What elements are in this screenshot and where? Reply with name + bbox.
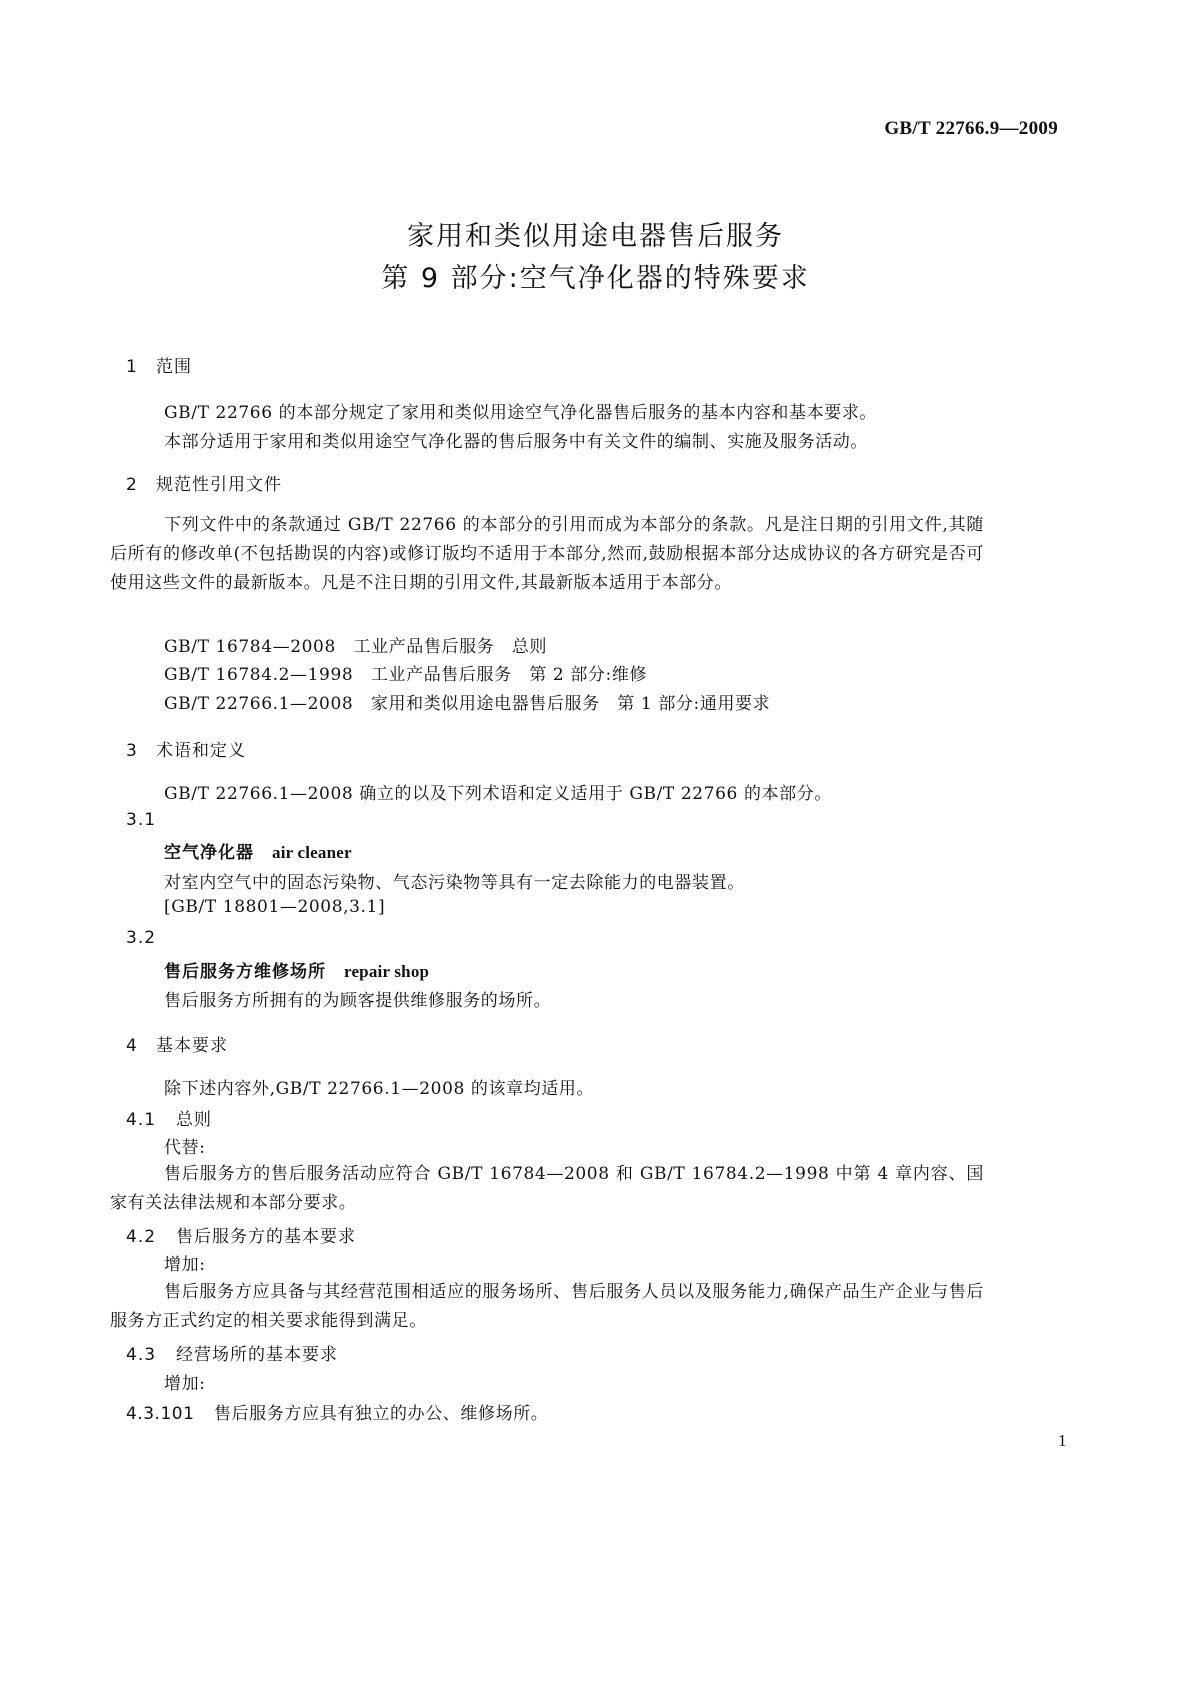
clause-4-3-heading: 4.3 经营场所的基本要求 (126, 1345, 338, 1365)
section-4-paragraph: 除下述内容外,GB/T 22766.1—2008 的该章均适用。 (164, 1079, 595, 1099)
clause-4-1-heading: 4.1 总则 (126, 1110, 212, 1130)
clause-4-1-tag: 代替: (164, 1138, 206, 1158)
section-1-paragraph-2: 本部分适用于家用和类似用途空气净化器的售后服务中有关文件的编制、实施及服务活动。 (164, 432, 868, 452)
section-2-heading: 2 规范性引用文件 (126, 475, 282, 495)
reference-item: GB/T 22766.1—2008 家用和类似用途电器售后服务 第 1 部分:通用要求 (164, 694, 771, 714)
clause-4-3-tag: 增加: (164, 1374, 206, 1394)
section-2-paragraph: 下列文件中的条款通过 GB/T 22766 的本部分的引用而成为本部分的条款。凡是注日期的引用文件,其随后所有的修改单(不包括勘误的内容)或修订版均不适用于本部分,然而,鼓励根据本部分达成协议的各方研究是否可使用这些文件的最新版本。凡是不注日期的引用文件,其最新版本适用于本部分。 (110, 515, 984, 593)
term-3-2: 售后服务方维修场所 repair shop (164, 962, 430, 982)
term-3-1-definition: 对室内空气中的固态污染物、气态污染物等具有一定去除能力的电器装置。 (164, 873, 745, 893)
standard-number: GB/T 22766.9—2009 (884, 118, 1058, 139)
section-3-heading: 3 术语和定义 (126, 741, 246, 761)
section-3-paragraph: GB/T 22766.1—2008 确立的以及下列术语和定义适用于 GB/T 22766 的本部分。 (164, 784, 832, 804)
term-3-1-source: [GB/T 18801—2008,3.1] (164, 897, 386, 917)
section-1-heading: 1 范围 (126, 357, 192, 377)
term-3-1-number: 3.1 (126, 810, 157, 830)
section-1-paragraph-1: GB/T 22766 的本部分规定了家用和类似用途空气净化器售后服务的基本内容和基本要求。 (164, 403, 878, 423)
section-4-heading: 4 基本要求 (126, 1036, 228, 1056)
clause-4-2-text: 售后服务方应具备与其经营范围相适应的服务场所、售后服务人员以及服务能力,确保产品生产企业与售后服务方正式约定的相关要求能得到满足。 (110, 1282, 984, 1331)
term-3-2-definition: 售后服务方所拥有的为顾客提供维修服务的场所。 (164, 991, 552, 1011)
clause-4-3-101: 4.3.101 售后服务方应具有独立的办公、维修场所。 (126, 1404, 549, 1424)
reference-item: GB/T 16784—2008 工业产品售后服务 总则 (164, 637, 548, 657)
term-3-2-number: 3.2 (126, 928, 157, 948)
clause-4-2-tag: 增加: (164, 1255, 206, 1275)
reference-item: GB/T 16784.2—1998 工业产品售后服务 第 2 部分:维修 (164, 665, 648, 685)
document-title-line2: 第 9 部分:空气净化器的特殊要求 (381, 263, 810, 294)
document-title-line1: 家用和类似用途电器售后服务 (407, 221, 784, 252)
page-number: 1 (1058, 1431, 1067, 1450)
clause-4-1-text: 售后服务方的售后服务活动应符合 GB/T 16784—2008 和 GB/T 16784.2—1998 中第 4 章内容、国家有关法律法规和本部分要求。 (110, 1164, 984, 1213)
clause-4-2-heading: 4.2 售后服务方的基本要求 (126, 1227, 356, 1247)
term-3-1: 空气净化器 air cleaner (164, 843, 352, 863)
